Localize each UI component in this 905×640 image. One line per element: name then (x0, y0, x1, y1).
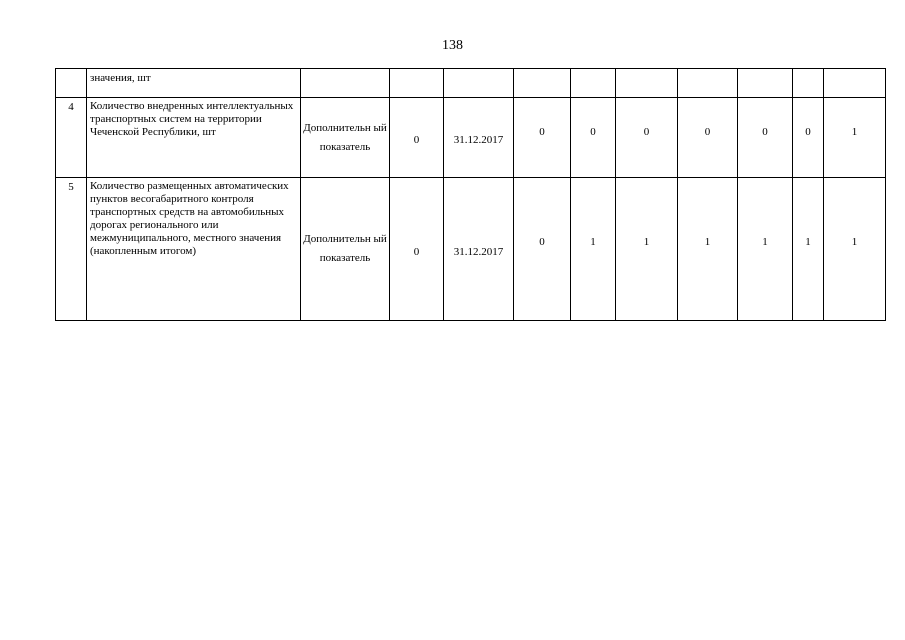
cell-date: 31.12.2017 (444, 178, 514, 321)
cell-value: 1 (793, 178, 824, 321)
cell-date (444, 69, 514, 98)
cell-value (616, 69, 678, 98)
table-row (56, 178, 886, 321)
cell-value: 0 (514, 98, 571, 178)
cell-number: 5 (56, 178, 87, 321)
cell-value: 1 (738, 178, 793, 321)
cell-value: 1 (824, 98, 886, 178)
cell-value: 1 (824, 178, 886, 321)
cell-base-value: 0 (390, 178, 444, 321)
cell-type: Дополнительн ый показатель (301, 178, 390, 321)
indicators-table (55, 68, 886, 321)
cell-base-value (390, 69, 444, 98)
cell-value: 1 (678, 178, 738, 321)
cell-type: Дополнительн ый показатель (301, 98, 390, 178)
cell-value: 0 (738, 98, 793, 178)
cell-value (824, 69, 886, 98)
cell-value: 0 (514, 178, 571, 321)
cell-date: 31.12.2017 (444, 98, 514, 178)
table-row (56, 98, 886, 178)
cell-indicator-name: Количество внедренных интеллектуальных транспортных систем на территории Чеченской Республики, шт (87, 98, 301, 178)
cell-value: 1 (616, 178, 678, 321)
cell-base-value: 0 (390, 98, 444, 178)
cell-number: 4 (56, 98, 87, 178)
cell-value: 0 (571, 98, 616, 178)
cell-indicator-name: Количество размещенных автоматических пунктов весогабаритного контроля транспортных средств на автомобильных дорогах регионального или межмуниципального, местного значения (накопленным итогом) (87, 178, 301, 321)
cell-value: 0 (678, 98, 738, 178)
cell-value: 1 (571, 178, 616, 321)
cell-value (738, 69, 793, 98)
cell-type (301, 69, 390, 98)
cell-value (571, 69, 616, 98)
page-number: 138 (442, 38, 463, 53)
cell-indicator-name: значения, шт (87, 69, 301, 98)
cell-value (678, 69, 738, 98)
table-row-continuation (56, 69, 886, 98)
cell-value: 0 (793, 98, 824, 178)
cell-value (514, 69, 571, 98)
cell-number (56, 69, 87, 98)
cell-value (793, 69, 824, 98)
cell-value: 0 (616, 98, 678, 178)
